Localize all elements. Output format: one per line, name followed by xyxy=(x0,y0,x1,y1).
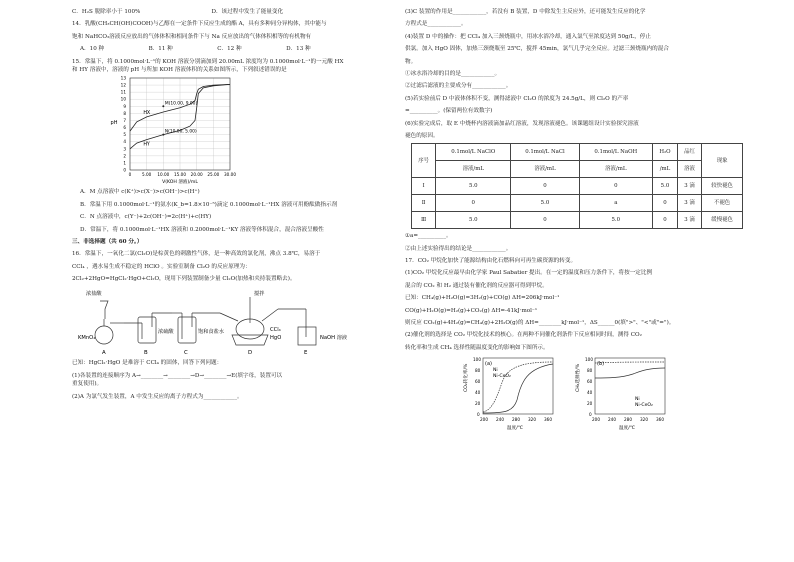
plot-a-ylabel: CO₂转化率/% xyxy=(464,363,469,393)
table-row xyxy=(412,178,743,195)
table-cell: 3 滴 xyxy=(677,195,701,212)
plot-a-xtick: 320 xyxy=(528,417,536,423)
table-cell: 0 xyxy=(579,178,652,195)
plot-b-nice-curve xyxy=(595,362,665,363)
titration-chart-svg xyxy=(108,74,248,188)
plot-b-ylabel: CH₄选择性/% xyxy=(576,364,581,393)
table-cell: 0 xyxy=(511,178,579,195)
label-conc-h2so4: 浓硫酸 xyxy=(158,329,174,336)
table-header-cell: 0.1mol/L NaClO xyxy=(436,144,511,161)
plot-b-ytick: 20 xyxy=(587,401,593,407)
table-header-cell: 现象 xyxy=(702,144,743,178)
q16-1: (1)各装置的连接顺序为 A→________→________→D→________→E(填字母，装置可以 xyxy=(72,372,283,379)
y-tick-label: 4 xyxy=(123,139,126,145)
y-axis-label: pH xyxy=(110,120,118,127)
table-header-row xyxy=(412,161,743,178)
q13-options-cd: C．H₂S 脱除率小于 100% D．该过程中发生了能量变化 xyxy=(72,9,284,15)
plot-a-ytick: 80 xyxy=(475,368,481,374)
y-tick-label: 12 xyxy=(120,82,126,88)
q14-options: A．10 种 B．11 种 C．12 种 D．13 种 xyxy=(80,46,311,53)
table-cell: 0 xyxy=(652,195,677,212)
plot-a-ytick: 60 xyxy=(475,379,481,385)
q16-6-line1: (6)实验完成后，取 E 中烧杯内溶液滴加品红溶液，发现溶液褪色。该课题组设计实验探究溶液 xyxy=(405,120,639,127)
y-tick-label: 1 xyxy=(123,160,126,166)
table-cell: a xyxy=(579,195,652,212)
table-cell: 3 滴 xyxy=(677,178,701,195)
q15-option-c: C．N 点溶液中，c(Y⁻)+2c(OH⁻)=2c(H⁺)+c(HY) xyxy=(80,214,212,221)
plot-b-ytick: 80 xyxy=(587,368,593,374)
table-header-cell: 0.1mol/L NaOH xyxy=(579,144,652,161)
q16-4-line3: 物。 xyxy=(405,58,417,65)
catalyst-plots xyxy=(405,352,755,438)
separatory-funnel xyxy=(100,301,108,319)
x-tick-label: 25.00 xyxy=(207,172,220,178)
table-cell: 0 xyxy=(511,212,579,229)
label-ccl4: CCl₄ xyxy=(270,327,281,334)
catalyst-plots-svg xyxy=(405,352,755,438)
beaker-e xyxy=(298,327,316,345)
q17-eq1: 已知：CH₄(g)+H₂O(g)=3H₂(g)+CO(g) ΔH=206kJ·mol⁻¹ xyxy=(405,295,560,302)
q16-stem-line3: 2Cl₂+2HgO=HgCl₂·HgO+Cl₂O，现用下列装置制备少量 Cl₂O(加热和夹持装置略去)。 xyxy=(72,276,296,283)
q16-1-cont: 重复使用)。 xyxy=(72,381,103,388)
y-tick-label: 9 xyxy=(123,104,126,110)
x-tick-label: 5.00 xyxy=(142,172,152,178)
label-conc-hcl: 浓盐酸 xyxy=(86,291,102,298)
label-d: D xyxy=(248,350,253,357)
plot-b-xtick: 320 xyxy=(640,417,648,423)
table-cell: 5.0 xyxy=(579,212,652,229)
point-label: M(10.00, 9.00) xyxy=(164,101,198,107)
label-kmno4: KMnO₄ xyxy=(78,335,96,342)
q17-eq3: 则反应 CO₂(g)+4H₂(g)=CH₄(g)+2H₂O(g)的 ΔH=________kJ·mol⁻¹，ΔS______0(填">"、"<"或"=")。 xyxy=(405,320,675,327)
plot-b-panel: (b) xyxy=(597,361,605,368)
series-label-hx: HX xyxy=(143,111,151,117)
label-hgo: HgO xyxy=(270,335,282,342)
label-brine: 饱和食盐水 xyxy=(198,329,224,336)
x-tick-label: 15.00 xyxy=(174,172,186,178)
bottle-c xyxy=(178,317,196,343)
q17-1-line1: (1)CO₂ 甲烷化反应最早由化学家 Paul Sabatier 提出。在一定的温度和压力条件下，将按一定比例 xyxy=(405,270,653,277)
plot-b-xtick: 280 xyxy=(624,417,632,423)
table-header-cell: 溶液/mL xyxy=(511,161,579,178)
plot-a-xlabel: 温度/℃ xyxy=(507,426,523,432)
plot-a-legend-nice: Ni-CeO₂ xyxy=(493,374,511,380)
section-3-title: 三、非选择题（共 60 分。） xyxy=(72,238,143,245)
q16-4-2: ②过滤后滤液的主要成分有____________。 xyxy=(405,83,512,90)
q14-stem-line2: 饱和 NaHCO₃溶液反应放出的气体体积和相同条件下与 Na 反应放出的气体体积相等的有机物有 xyxy=(72,33,312,40)
titration-chart xyxy=(72,74,390,188)
table-cell: 5.0 xyxy=(436,212,511,229)
apparatus-diagram xyxy=(72,283,390,359)
table-cell: 较快褪色 xyxy=(702,178,743,195)
plot-a-ytick: 100 xyxy=(473,357,481,363)
table-cell: 5.0 xyxy=(511,195,579,212)
table-header-cell: /mL xyxy=(652,161,677,178)
y-tick-label: 10 xyxy=(120,97,126,103)
y-tick-label: 8 xyxy=(123,111,126,117)
q17-2-line2: 转化率和生成 CH₄ 选择性随温度变化的影响如下图所示。 xyxy=(405,344,549,351)
q16-3: (3)C 装置的作用是____________，若没有 B 装置，D 中除发生主反应外，还可能发生反应的化学 xyxy=(405,9,646,15)
q16-6-1: ①a=__________。 xyxy=(405,233,452,240)
plot-a-ytick: 20 xyxy=(475,401,481,407)
table-cell: Ⅱ xyxy=(412,195,436,212)
table-header-cell: 序号 xyxy=(412,144,436,178)
plot-b xyxy=(574,357,665,431)
flask-a xyxy=(95,326,113,344)
plot-b-ytick: 0 xyxy=(589,412,592,418)
q15-stem-line2: 和 HY 溶液中，溶液的 pH 与所加 KOH 溶液体积的关系如图所示，下列叙述错误的是 xyxy=(72,66,287,73)
plot-b-xtick: 360 xyxy=(656,417,664,423)
known-info: 已知：HgCl₂·HgO 是难溶于 CCl₄ 的固体，回答下列问题： xyxy=(72,360,223,367)
plot-b-legend-ni: Ni xyxy=(635,397,640,403)
plot-b-ytick: 60 xyxy=(587,379,593,385)
label-c: C xyxy=(184,350,188,357)
label-b: B xyxy=(144,350,148,357)
series-label-hy: HY xyxy=(143,142,150,148)
apparatus-svg xyxy=(72,283,390,359)
table-header-row xyxy=(412,144,743,161)
y-tick-label: 0 xyxy=(123,167,126,173)
bottle-b xyxy=(138,317,156,343)
q16-5-line2: =__________。(保留两位有效数字) xyxy=(405,108,493,115)
plot-a-ytick: 0 xyxy=(477,412,480,418)
q16-3-cont: 方程式是____________。 xyxy=(405,21,467,28)
table-header-cell: 溶液 xyxy=(677,161,701,178)
table-header-cell: 溶液/mL xyxy=(436,161,511,178)
plot-a xyxy=(462,357,553,431)
x-tick-label: 20.00 xyxy=(190,172,203,178)
q16-4-line1: (4)装置 D 中的操作：把 CCl₄ 加入三颈烧瓶中，用冰水浴冷却，通入氯气至浓度达到 50g/L，停止 xyxy=(405,33,651,40)
q17-eq2: CO(g)+H₂O(g)=H₂(g)+CO₂(g) ΔH=-41kJ·mol⁻¹ xyxy=(405,307,538,314)
q16-2: (2)A 为氯气发生装置，A 中发生反应的离子方程式为____________。 xyxy=(72,393,243,400)
table-cell: 5.0 xyxy=(436,178,511,195)
q17-2-line1: (2)催化剂的选择是 CO₂ 甲烷化技术的核心。在两种不同催化剂条件下反应相同时间，测得 CO₂ xyxy=(405,332,642,339)
plot-b-legend-nice: Ni-CeO₂ xyxy=(635,403,653,409)
q16-4-1: ①冰水浴冷却的目的是____________。 xyxy=(405,70,501,77)
table-header-cell: 溶液/mL xyxy=(579,161,652,178)
y-tick-label: 13 xyxy=(120,75,126,81)
plot-a-ytick: 40 xyxy=(475,390,481,396)
plot-b-ni-curve xyxy=(595,368,665,378)
y-tick-label: 6 xyxy=(123,125,126,131)
table-header-cell: 品红 xyxy=(677,144,701,161)
table-cell: 不褪色 xyxy=(702,195,743,212)
table-cell: 3 滴 xyxy=(677,212,701,229)
plot-b-ytick: 40 xyxy=(587,390,593,396)
plot-a-xtick: 240 xyxy=(496,417,504,423)
y-tick-label: 3 xyxy=(123,146,126,152)
plot-a-xtick: 360 xyxy=(544,417,552,423)
table-header-cell: H₂O xyxy=(652,144,677,161)
table-cell: 缓慢褪色 xyxy=(702,212,743,229)
x-axis-label: V(KOH 溶液)/mL xyxy=(162,180,198,186)
plot-b-ytick: 100 xyxy=(585,357,593,363)
table-row xyxy=(412,195,743,212)
y-tick-label: 11 xyxy=(120,89,126,95)
plot-a-panel: (a) xyxy=(485,361,492,368)
plot-b-xtick: 200 xyxy=(592,417,600,423)
table-cell: 0 xyxy=(652,212,677,229)
q14-stem-line1: 14．乳酸(CH₃CH(OH)COOH)与乙醇在一定条件下反应生成的酯 A，具有多种同分异构体，其中能与 xyxy=(72,21,327,28)
left-column xyxy=(72,8,390,401)
label-e: E xyxy=(304,350,308,357)
x-tick-label: 10.00 xyxy=(157,172,170,178)
q17-1-line2: 混合的 CO₂ 和 H₂ 通过装有催化剂的反应器可得到甲烷。 xyxy=(405,282,548,289)
q15-option-b: B．常温下用 0.1000mol·L⁻¹的氨水(K_b=1.8×10⁻⁵)滴定 0.1000mol·L⁻¹HX 溶液可用酚酞做指示剂 xyxy=(80,201,338,208)
y-tick-label: 5 xyxy=(123,132,126,138)
q16-4-line2: 供氯。加入 HgO 固体，加热三颈烧瓶至 25℃，搅拌 45min，氯气几乎完全反应。过滤三颈烧瓶内的混合 xyxy=(405,46,669,53)
plot-a-xtick: 200 xyxy=(480,417,488,423)
q16-stem-line1: 16．常温下，一氧化二氯(Cl₂O)是棕黄色的刺激性气体，是一种高效的氯化剂，沸点 3.8℃，易溶于 xyxy=(72,251,321,258)
plot-a-legend-ni: Ni xyxy=(493,368,498,374)
experiment-table xyxy=(411,143,743,229)
x-tick-label: 30.00 xyxy=(224,172,236,178)
q16-6-2: ②由上述实验得出的结论是____________。 xyxy=(405,245,512,252)
x-tick-label: 0 xyxy=(128,172,132,178)
y-tick-label: 2 xyxy=(123,153,126,159)
label-a: A xyxy=(102,350,106,357)
table-cell: 0 xyxy=(436,195,511,212)
plot-b-xtick: 240 xyxy=(608,417,616,423)
table-header-cell: 0.1mol/L NaCl xyxy=(511,144,579,161)
q15-stem-line1: 15．常温下，将 0.1000mol·L⁻¹的 KOH 溶液分别滴加到 20.00mL 浓度均为 0.1000mol·L⁻¹的一元酸 HX xyxy=(72,58,344,65)
point-label: N(10.00, 5.00) xyxy=(164,129,197,135)
plot-b-xlabel: 温度/℃ xyxy=(619,426,635,432)
label-stir: 搅拌 xyxy=(254,291,265,298)
right-column xyxy=(405,8,755,438)
q17-stem: 17．CO₂ 甲烷化加快了能源结构由化石燃料向可再生碳资源的转变。 xyxy=(405,258,577,265)
label-naoh: NaOH 溶液 xyxy=(320,335,348,342)
q16-6-line2: 褪色的原因。 xyxy=(405,132,439,139)
y-tick-label: 7 xyxy=(123,118,126,124)
table-cell: Ⅰ xyxy=(412,178,436,195)
table-cell: 5.0 xyxy=(652,178,677,195)
q16-stem-line2: CCl₄ ，遇水易生成不稳定的 HClO 。实验室制备 Cl₂O 的反应原理为： xyxy=(72,263,251,270)
table-cell: Ⅲ xyxy=(412,212,436,229)
q16-5-line1: (5)若实验前后 D 中液体体积不变，测得滤液中 Cl₂O 的浓度为 24.5g/L，则 Cl₂O 的产率 xyxy=(405,95,629,102)
q15-option-a: A．M 点溶液中 c(K⁺)>c(X⁻)>c(OH⁻)>c(H⁺) xyxy=(80,189,200,196)
plot-a-xtick: 280 xyxy=(512,417,520,423)
table-row xyxy=(412,212,743,229)
q15-option-d: D．常温下，将 0.1000mol·L⁻¹HX 溶液和 0.2000mol·L⁻¹KY 溶液等体积混合，混合溶液呈酸性 xyxy=(80,226,324,233)
